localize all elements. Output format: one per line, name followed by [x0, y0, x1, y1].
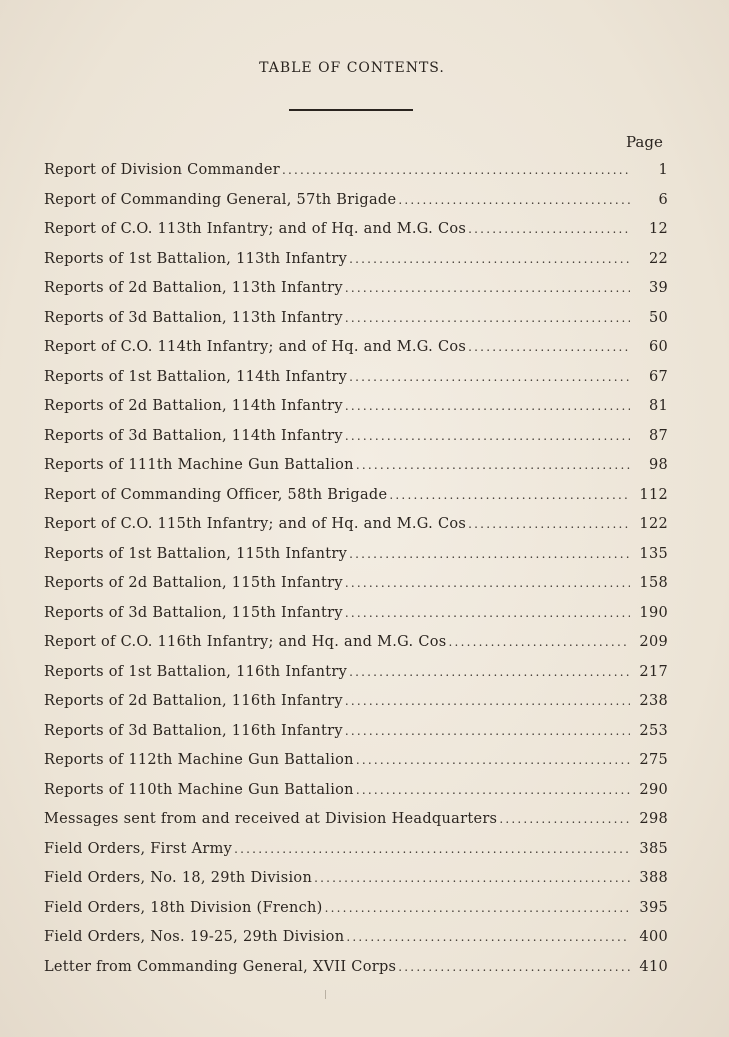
toc-entry-page: 238 — [639, 693, 668, 709]
toc-entry — [44, 900, 668, 930]
dot-leader — [356, 753, 630, 767]
toc-entry — [44, 605, 668, 635]
toc-entry-title: Reports of 3d Battalion, 113th Infantry — [44, 309, 343, 326]
toc-entry-title: Messages sent from and received at Division Headquarters — [44, 811, 498, 827]
toc-entry — [44, 162, 668, 192]
toc-entry-title: Reports of 3d Battalion, 116th Infantry — [44, 722, 343, 739]
dot-leader — [499, 812, 630, 826]
toc-entry-title: Field Orders, 18th Division (French) — [44, 899, 323, 916]
toc-entry — [44, 398, 668, 428]
toc-entry-title: Report of C.O. 113th Infantry; and of Hq. and M.G. Cos — [44, 221, 467, 237]
toc-entry-page: 388 — [639, 870, 668, 886]
toc-entry-page: 1 — [658, 162, 668, 178]
toc-entry-title: Report of Commanding General, 57th Brigade — [44, 191, 397, 208]
toc-entry — [44, 634, 668, 664]
toc-entry — [44, 221, 668, 251]
toc-entry-title: Reports of 1st Battalion, 116th Infantry — [44, 663, 348, 680]
toc-entry-page: 217 — [639, 663, 668, 680]
toc-entry — [44, 428, 668, 458]
toc-entry-title: Reports of 1st Battalion, 114th Infantry — [44, 368, 348, 385]
dot-leader — [325, 901, 630, 915]
dot-leader — [356, 783, 630, 797]
toc-entry — [44, 280, 668, 310]
toc-entry-page: 209 — [639, 634, 668, 650]
dot-leader — [349, 547, 630, 561]
toc-entry — [44, 693, 668, 723]
toc-entry — [44, 811, 668, 841]
toc-entry-title: Report of C.O. 116th Infantry; and Hq. and M.G. Cos — [44, 634, 447, 650]
toc-entry-page: 400 — [639, 929, 668, 945]
toc-entry — [44, 870, 668, 900]
dot-leader — [398, 193, 630, 207]
toc-entry-title: Reports of 3d Battalion, 114th Infantry — [44, 427, 343, 444]
toc-entry-title: Reports of 1st Battalion, 113th Infantry — [44, 250, 348, 267]
toc-entry — [44, 487, 668, 517]
toc-entry-title: Reports of 111th Machine Gun Battalion — [44, 457, 354, 473]
toc-entry-page: 190 — [639, 604, 668, 621]
dot-leader — [314, 871, 630, 885]
toc-entry-title: Reports of 3d Battalion, 115th Infantry — [44, 604, 343, 621]
toc-entry — [44, 251, 668, 281]
dot-leader — [345, 281, 630, 295]
toc-entry-title: Letter from Commanding General, XVII Corps — [44, 958, 397, 975]
title-rule — [289, 109, 413, 111]
toc-entry-page: 410 — [639, 958, 668, 975]
toc-entry — [44, 369, 668, 399]
toc-entry — [44, 723, 668, 753]
dot-leader — [468, 517, 630, 531]
toc-entry-title: Report of C.O. 114th Infantry; and of Hq. and M.G. Cos — [44, 339, 467, 355]
toc-entry-page: 253 — [639, 722, 668, 739]
toc-entry — [44, 192, 668, 222]
toc-entry — [44, 782, 668, 812]
toc-entry-page: 98 — [648, 457, 668, 473]
dot-leader — [346, 930, 630, 944]
dot-leader — [345, 694, 630, 708]
dot-leader — [345, 399, 630, 413]
toc-entry-title: Reports of 2d Battalion, 115th Infantry — [44, 575, 343, 591]
toc-entry-page: 122 — [639, 516, 668, 532]
toc-entry-page: 39 — [648, 280, 668, 296]
toc-entry-title: Field Orders, First Army — [44, 840, 233, 857]
toc-entry-page: 395 — [639, 899, 668, 916]
paper-mark — [325, 990, 326, 999]
dot-leader — [345, 606, 630, 620]
page-column-label: Page — [626, 133, 663, 151]
toc-entry-page: 275 — [639, 752, 668, 768]
page-title: TABLE OF CONTENTS. — [259, 60, 445, 76]
toc-entry — [44, 575, 668, 605]
toc-entry-page: 158 — [639, 575, 668, 591]
dot-leader — [449, 635, 630, 649]
dot-leader — [468, 222, 630, 236]
toc-entry-title: Reports of 2d Battalion, 116th Infantry — [44, 693, 343, 709]
dot-leader — [468, 340, 630, 354]
toc-entry-title: Reports of 1st Battalion, 115th Infantry — [44, 545, 348, 562]
toc-entry — [44, 546, 668, 576]
toc-entry-title: Field Orders, Nos. 19-25, 29th Division — [44, 929, 345, 945]
toc-entry-title: Report of C.O. 115th Infantry; and of Hq. and M.G. Cos — [44, 516, 467, 532]
toc-entry-page: 81 — [648, 398, 668, 414]
toc-list — [44, 162, 668, 988]
toc-entry-page: 12 — [648, 221, 668, 237]
dot-leader — [345, 311, 630, 325]
dot-leader — [349, 252, 630, 266]
toc-entry-title: Reports of 112th Machine Gun Battalion — [44, 752, 354, 768]
toc-entry-page: 135 — [639, 545, 668, 562]
toc-entry-title: Field Orders, No. 18, 29th Division — [44, 870, 313, 886]
toc-entry — [44, 752, 668, 782]
toc-entry-page: 385 — [639, 840, 668, 857]
toc-entry-page: 290 — [639, 781, 668, 798]
dot-leader — [349, 665, 630, 679]
toc-entry-page: 298 — [639, 811, 668, 827]
toc-entry-title: Report of Division Commander — [44, 162, 280, 178]
toc-entry — [44, 664, 668, 694]
toc-entry — [44, 516, 668, 546]
toc-entry-page: 6 — [658, 191, 668, 208]
toc-entry-title: Reports of 110th Machine Gun Battalion — [44, 781, 354, 798]
toc-entry — [44, 457, 668, 487]
toc-entry-page: 112 — [639, 486, 668, 503]
toc-entry — [44, 339, 668, 369]
dot-leader — [349, 370, 630, 384]
dot-leader — [345, 429, 630, 443]
toc-entry — [44, 841, 668, 871]
toc-entry-title: Report of Commanding Officer, 58th Brigade — [44, 486, 388, 503]
toc-entry-page: 87 — [648, 427, 668, 444]
toc-entry-title: Reports of 2d Battalion, 113th Infantry — [44, 280, 343, 296]
dot-leader — [282, 163, 630, 177]
toc-entry-page: 22 — [648, 250, 668, 267]
toc-entry — [44, 959, 668, 989]
dot-leader — [389, 488, 630, 502]
dot-leader — [398, 960, 630, 974]
dot-leader — [345, 724, 630, 738]
dot-leader — [345, 576, 630, 590]
toc-entry — [44, 310, 668, 340]
toc-entry-page: 50 — [648, 309, 668, 326]
dot-leader — [234, 842, 630, 856]
toc-entry-page: 60 — [648, 339, 668, 355]
toc-entry-title: Reports of 2d Battalion, 114th Infantry — [44, 398, 343, 414]
toc-entry-page: 67 — [648, 368, 668, 385]
toc-entry — [44, 929, 668, 959]
dot-leader — [356, 458, 630, 472]
